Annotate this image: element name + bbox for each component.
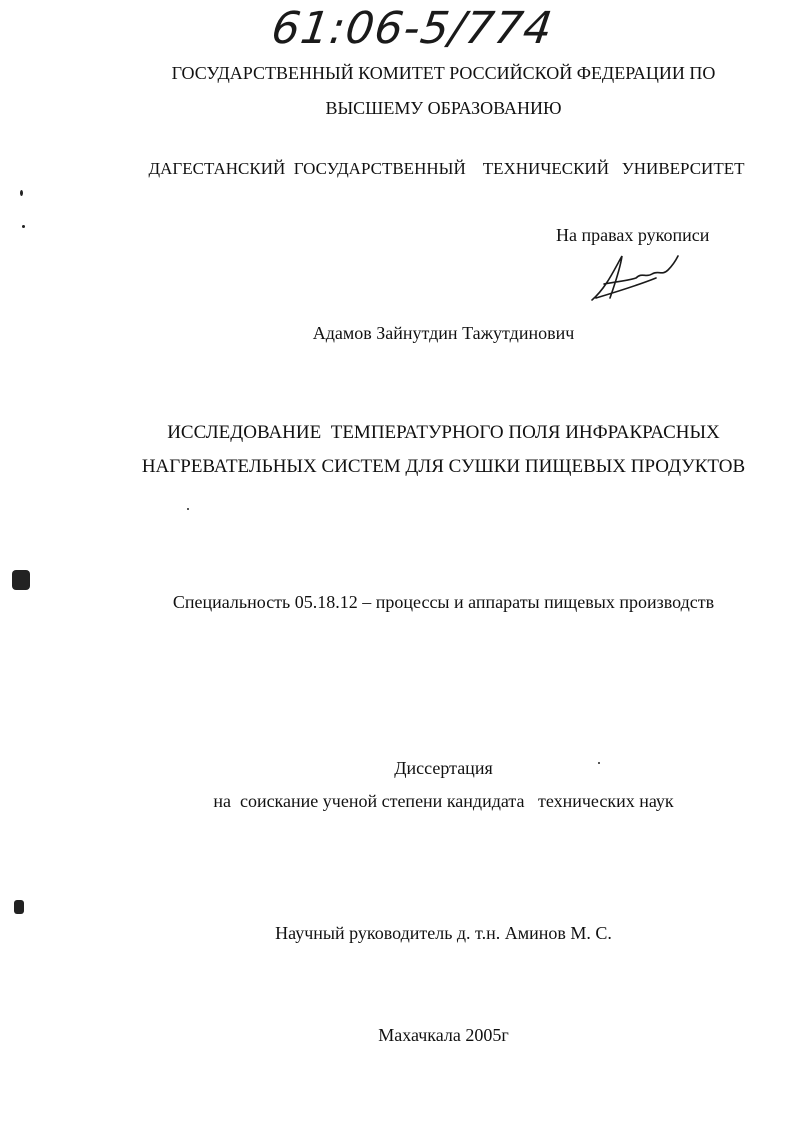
dissertation-label: Диссертация [394, 758, 493, 778]
manuscript-note: На правах рукописи [556, 225, 710, 245]
degree-line: на соискание ученой степени кандидата технических наук [213, 791, 674, 811]
committee-line-2: ВЫСШЕМУ ОБРАЗОВАНИЮ [325, 98, 562, 118]
scan-speck [20, 190, 23, 196]
city-year: Махачкала 2005г [378, 1025, 509, 1045]
title-line-1: ИССЛЕДОВАНИЕ ТЕМПЕРАТУРНОГО ПОЛЯ ИНФРАКРАСНЫХ [167, 422, 720, 443]
scan-speck [598, 762, 600, 764]
scan-blot [12, 570, 30, 590]
title-line-2: НАГРЕВАТЕЛЬНЫХ СИСТЕМ ДЛЯ СУШКИ ПИЩЕВЫХ ПРОДУКТОВ [141, 456, 746, 477]
university-name: ДАГЕСТАНСКИЙ ГОСУДАРСТВЕННЫЙ ТЕХНИЧЕСКИЙ УНИВЕРСИТЕТ [148, 159, 745, 178]
signature-mark [586, 248, 682, 306]
supervisor: Научный руководитель д. т.н. Аминов М. С. [275, 923, 612, 943]
scan-blot [14, 900, 24, 914]
specialty: Специальность 05.18.12 – процессы и аппараты пищевых производств [172, 592, 715, 612]
scan-speck [187, 508, 189, 510]
author-name: Адамов Зайнутдин Тажутдинович [312, 323, 575, 343]
scan-speck [22, 225, 25, 228]
committee-line-1: ГОСУДАРСТВЕННЫЙ КОМИТЕТ РОССИЙСКОЙ ФЕДЕРАЦИИ ПО [171, 63, 716, 83]
handwritten-archive-code: 61:06-5/774 [268, 3, 557, 54]
